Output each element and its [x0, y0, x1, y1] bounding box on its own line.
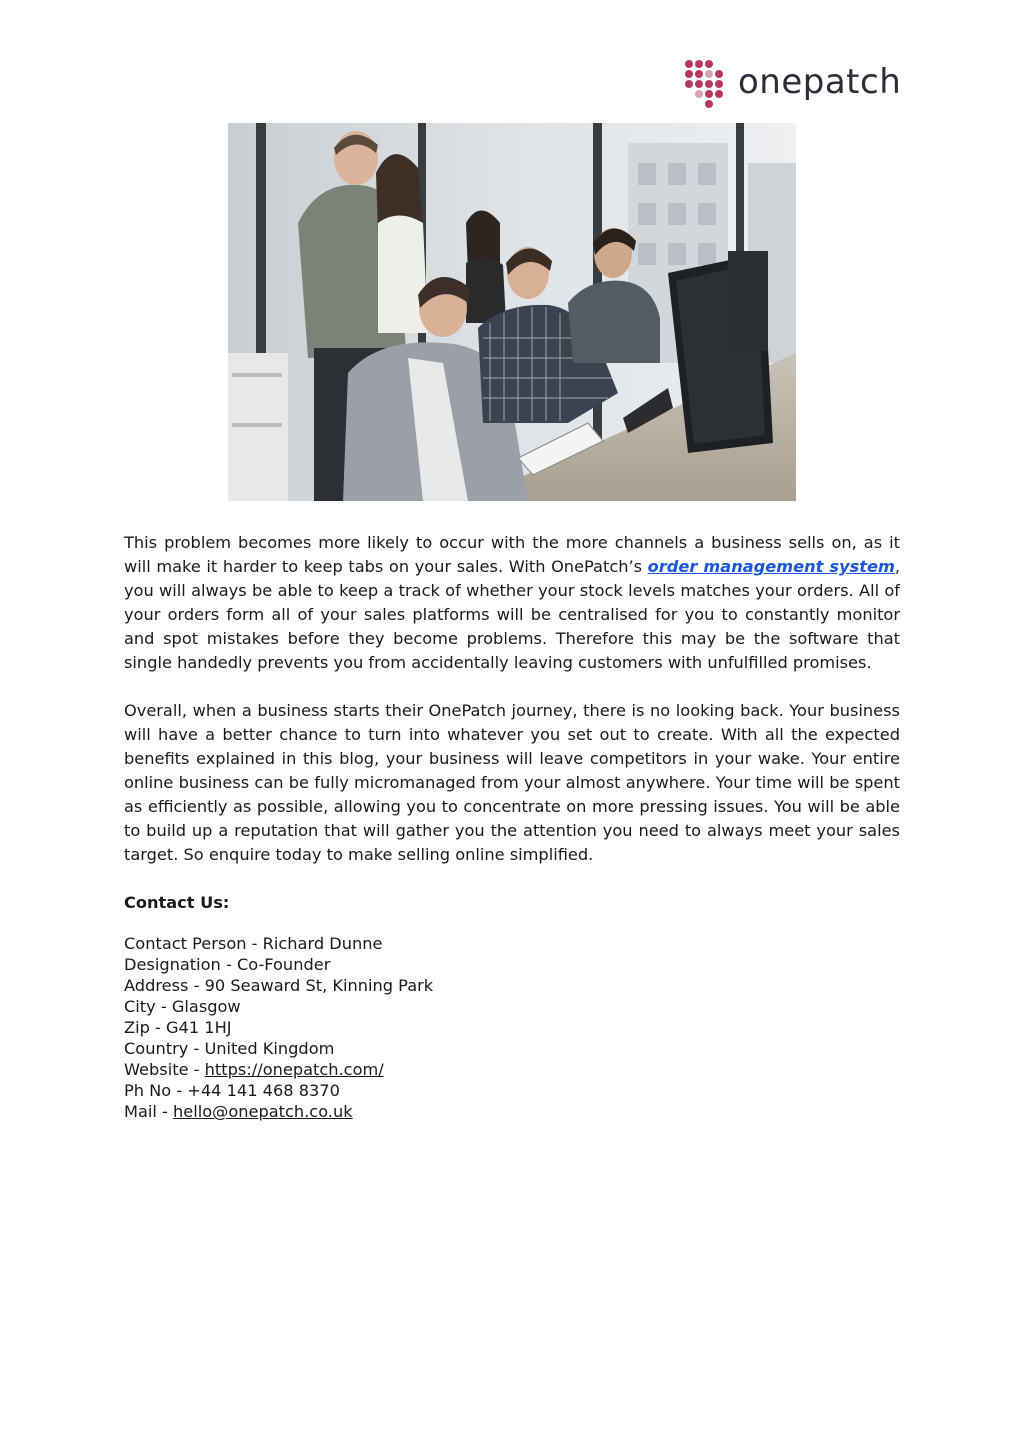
contact-mail: [124, 1101, 900, 1122]
mail-label: Mail -: [124, 1102, 174, 1121]
contact-person: Contact Person - Richard Dunne: [124, 934, 383, 953]
onepatch-logo: [684, 58, 904, 116]
paragraph-2: Overall, when a business starts their OnePatch journey, there is no looking back. Your business will have a better chance to turn into whatever you set out to create. With all the expected benefits explained in this blog, your business will leave competitors in your wake. Your entire online business can be fully micromanaged from your almost anywhere. Your time will be spent as efficiently as possible, allowing you to concentrate on more pressing issues. You will be able to build up a reputation that will gather you the attention you need to always meet your sales target. So enquire today to make selling online simplified.: [124, 701, 900, 864]
paragraph-1: [124, 531, 900, 675]
logo-text: onepatch: [738, 62, 902, 102]
contact-heading: Contact Us:: [124, 893, 230, 912]
contact-zip: Zip - G41 1HJ: [124, 1018, 232, 1037]
contact-address: Address - 90 Seaward St, Kinning Park: [124, 976, 434, 995]
website-label: Website -: [124, 1060, 205, 1079]
logo-dots-icon: [684, 58, 738, 116]
contact-details: [124, 933, 900, 1122]
contact-website: [124, 1059, 900, 1080]
paragraph-1-text-end: , you will always be able to keep a track of whether your stock levels matches your orders. All of your orders form all of your sales platforms will be centralised for you to constantly monitor and spot mistakes before they become problems. Therefore this may be the software that single handedly prevents you from accidentally leaving customers with unfulfilled promises.: [124, 557, 900, 672]
mail-link[interactable]: hello@onepatch.co.uk: [173, 1102, 353, 1121]
contact-city: City - Glasgow: [124, 997, 241, 1016]
office-team-photo: [228, 123, 796, 501]
contact-designation: Designation - Co-Founder: [124, 955, 331, 974]
paragraph-1-text-start: This problem becomes more likely to occur with the more channels a business sells on, as it will make it harder to keep tabs on your sales. With OnePatch’s: [124, 533, 900, 576]
contact-country: Country - United Kingdom: [124, 1039, 335, 1058]
website-link[interactable]: https://onepatch.com/: [204, 1060, 384, 1079]
article-body: [124, 531, 900, 1122]
order-management-system-link[interactable]: order management system: [647, 557, 895, 576]
contact-phone: Ph No - +44 141 468 8370: [124, 1081, 340, 1100]
